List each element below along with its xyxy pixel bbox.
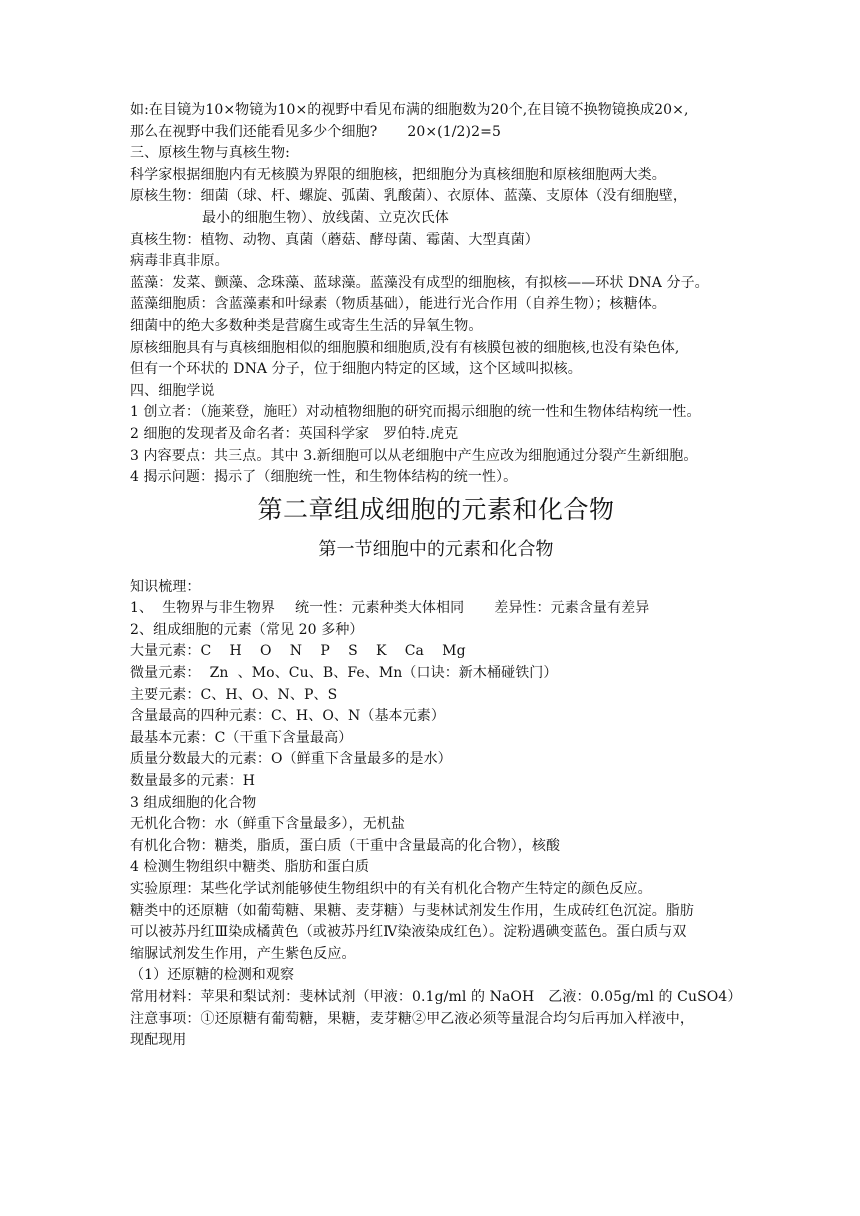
text-segment: 常用材料：苹果和梨试剂：斐林试剂（甲液：0.1g/ml 的 NaOH: [130, 988, 535, 1005]
subsection-heading: （1）还原糖的检测和观察: [130, 967, 295, 984]
text-segment: 2 细胞的发现者及命名者：英国科学家: [130, 425, 370, 442]
section-heading: 4 检测生物组织中糖类、脂肪和蛋白质: [130, 859, 370, 876]
text-segment: 乙液：0.05g/ml 的 CuSO4）: [548, 988, 742, 1005]
text-line: [130, 987, 742, 1009]
text-line: [130, 598, 742, 620]
text-line: 知识梳理：: [130, 578, 201, 595]
text-line: [130, 424, 742, 446]
section-title: 第一节细胞中的元素和化合物: [318, 538, 554, 560]
text-segment: 统一性：元素种类大体相同: [295, 600, 465, 617]
text-line: 3 内容要点：共三点。其中 3.新细胞可以从老细胞中产生应改为细胞通过分裂产生新细胞。: [130, 447, 698, 464]
text-segment: 那么在视野中我们还能看见多少个细胞?: [130, 123, 378, 140]
text-line: 最小的细胞生物）、放线菌、立克次氏体: [202, 209, 449, 226]
document-body: [130, 100, 742, 1052]
section-heading: 3 组成细胞的化合物: [130, 794, 257, 811]
text-line: 原核生物：细菌（球、杆、螺旋、弧菌、乳酸菌）、衣原体、蓝藻、支原体（没有细胞壁，: [130, 188, 687, 205]
text-segment: 1、 生物界与非生物界: [130, 600, 276, 617]
text-line: 实验原理：某些化学试剂能够使生物组织中的有关有机化合物产生特定的颜色反应。: [130, 881, 652, 897]
text-line: 无机化合物：水（鲜重下含量最多），无机盐: [130, 816, 405, 833]
text-line: 细菌中的绝大多数种类是营腐生或寄生生活的异氧生物。: [130, 317, 483, 334]
text-line: 病毒非真非原。: [130, 253, 229, 270]
text-line: [130, 122, 742, 144]
text-line: 有机化合物：糖类，脂质，蛋白质（干重中含量最高的化合物），核酸: [130, 837, 561, 854]
text-line: 微量元素： Zn 、Mo、Cu、B、Fe、Mn（口诀：新木桶碰铁门）: [130, 665, 558, 682]
text-segment: 罗伯特.虎克: [383, 425, 459, 442]
text-line: 缩脲试剂发生作用，产生紫色反应。: [130, 945, 356, 962]
text-line: 现配现用: [130, 1032, 187, 1049]
text-line: 可以被苏丹红Ⅲ染成橘黄色（或被苏丹红Ⅳ染液染成红色）。淀粉遇碘变蓝色。蛋白质与双: [130, 924, 687, 941]
text-line: 原核细胞具有与真核细胞相似的细胞膜和细胞质,没有有核膜包被的细胞核,也没有染色体,: [130, 339, 680, 356]
text-segment: 差异性：元素含量有差异: [494, 600, 650, 617]
text-line: 如:在目镜为10×物镜为10×的视野中看见布满的细胞数为20个,在目镜不换物镜换成20×,: [130, 102, 689, 118]
text-line: 4 揭示问题：揭示了（细胞统一性，和生物体结构的统一性）。: [130, 469, 518, 486]
text-line: 真核生物：植物、动物、真菌（蘑菇、酵母菌、霉菌、大型真菌）: [130, 231, 539, 248]
text-segment: 20×(1/2)2=5: [407, 123, 501, 140]
text-line: 含量最高的四种元素：C、H、O、N（基本元素）: [130, 708, 445, 725]
text-line: 数量最多的元素：H: [130, 773, 256, 790]
text-line: 蓝藻细胞质：含蓝藻素和叶绿素（物质基础），能进行光合作用（自养生物）；核糖体。: [130, 296, 666, 313]
text-line: 大量元素：C H O N P S K Ca Mg: [130, 643, 466, 660]
text-line: 蓝藻：发菜、颤藻、念珠藻、蓝球藻。蓝藻没有成型的细胞核，有拟核——环状 DNA 分子。: [130, 274, 709, 291]
text-line: 质量分数最大的元素：O（鲜重下含量最多的是水）: [130, 751, 452, 768]
text-line: 但有一个环状的 DNA 分子，位于细胞内特定的区域，这个区域叫拟核。: [130, 361, 582, 378]
text-line: 注意事项：①还原糖有葡萄糖，果糖，麦芽糖②甲乙液必须等量混合均匀后再加入样液中，: [130, 1010, 694, 1027]
text-line: 2、组成细胞的元素（常见 20 多种）: [130, 621, 364, 638]
text-line: 主要元素：C、H、O、N、P、S: [130, 686, 338, 703]
text-line: 糖类中的还原糖（如葡萄糖、果糖、麦芽糖）与斐林试剂发生作用，生成砖红色沉淀。脂肪: [130, 902, 694, 919]
text-line: 科学家根据细胞内有无核膜为界限的细胞核，把细胞分为真核细胞和原核细胞两大类。: [130, 166, 666, 183]
text-line: 最基本元素：C（干重下含量最高）: [130, 729, 353, 746]
chapter-title: 第二章组成细胞的元素和化合物: [257, 494, 615, 524]
text-line: 1 创立者：（施莱登，施旺）对动植物细胞的研究而揭示细胞的统一性和生物体结构统一性。: [130, 404, 701, 421]
section-heading: 三、原核生物与真核生物:: [130, 145, 290, 162]
section-heading: 四、细胞学说: [130, 382, 215, 399]
